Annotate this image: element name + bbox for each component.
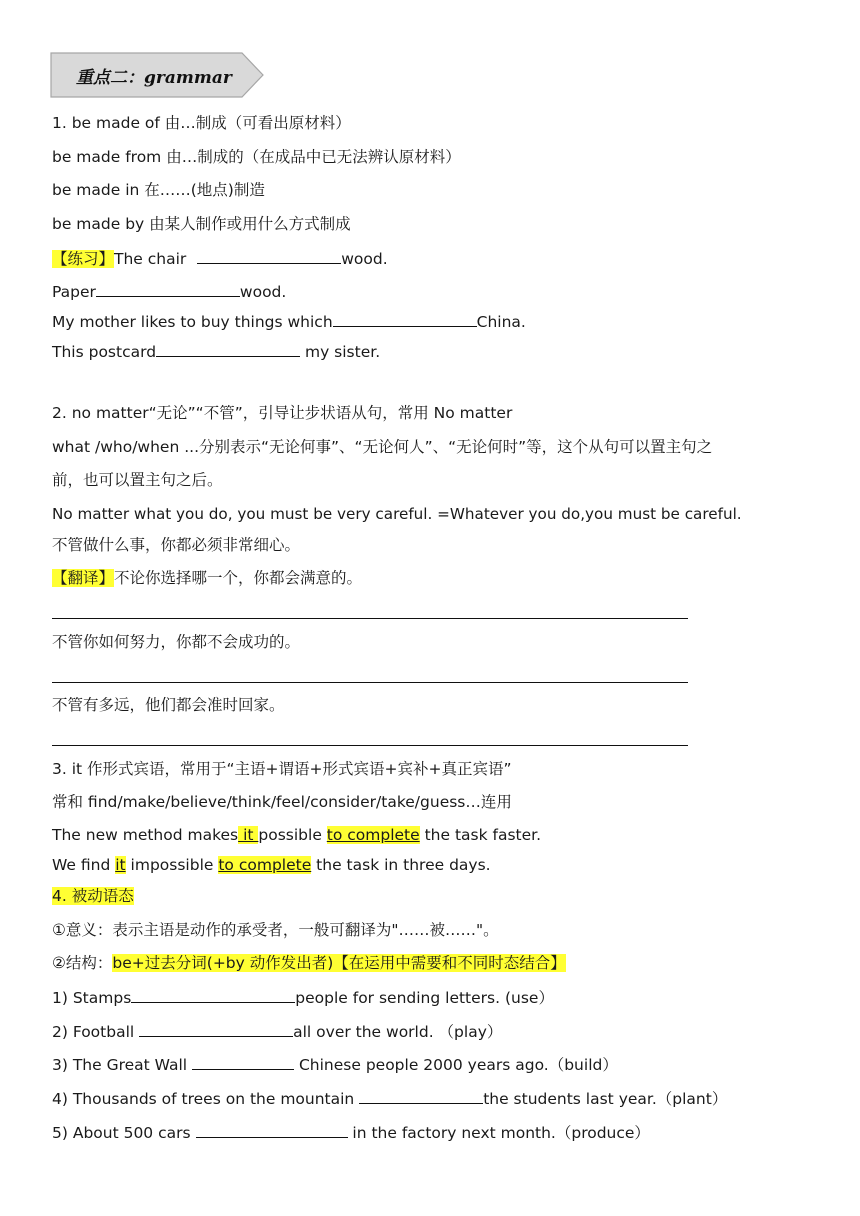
exercise-text: the students last year.（plant） (483, 1090, 728, 1108)
sec1-line4: be made by 由某人制作或用什么方式制成 (52, 215, 351, 233)
exercise-text: 4) Thousands of trees on the mountain (52, 1090, 360, 1108)
sec1-line2: be made from 由…制成的（在成品中已无法辨认原材料） (52, 148, 461, 166)
practice-tag: 【练习】 (52, 250, 115, 268)
translate-1 (52, 567, 362, 589)
answer-blank[interactable] (192, 1053, 294, 1070)
sec4-meaning: ①意义：表示主语是动作的承受者，一般可翻译为"……被……"。 (52, 921, 499, 939)
exercise-text: 3) The Great Wall (52, 1056, 193, 1074)
answer-blank[interactable] (333, 310, 477, 327)
highlight-to-complete: to complete (326, 826, 420, 844)
sec4-title (52, 885, 134, 907)
sec2-example: No matter what you do, you must be very careful. =Whatever you do,you must be careful. (52, 505, 742, 523)
answer-blank[interactable] (156, 340, 300, 357)
practice-3-end: China. (476, 313, 526, 331)
sec1-line1: 1. be made of 由…制成（可看出原材料） (52, 114, 351, 132)
answer-line[interactable] (52, 682, 688, 683)
example-text: possible (258, 826, 327, 844)
structure-formula: be+过去分词(+by 动作发出者)【在运用中需要和不同时态结合】 (112, 954, 566, 972)
sec2-line3: 前，也可以置主句之后。 (52, 471, 223, 489)
sec4-title-text: 4. 被动语态 (52, 887, 134, 905)
sec3-line2: 常和 find/make/believe/think/feel/consider/take/guess…连用 (52, 793, 512, 811)
highlight-it: it (115, 856, 126, 874)
translate-1-text: 不论你选择哪一个，你都会满意的。 (114, 569, 363, 587)
practice-4-end: my sister. (300, 343, 381, 361)
exercise-text: Chinese people 2000 years ago.（build） (294, 1056, 618, 1074)
example-text: The new method makes (52, 826, 239, 844)
sec4-structure (52, 952, 566, 974)
answer-blank[interactable] (196, 1121, 348, 1138)
practice-4 (52, 340, 380, 363)
answer-blank[interactable] (139, 1020, 293, 1037)
exercise-1 (52, 986, 554, 1009)
sec3-line1: 3. it 作形式宾语，常用于“主语+谓语+形式宾语+宾补+真正宾语” (52, 760, 512, 778)
translate-3: 不管有多远，他们都会准时回家。 (52, 696, 285, 714)
banner-title: 重点二：grammar (76, 68, 232, 88)
example-text: the task faster. (419, 826, 542, 844)
section-banner (50, 52, 264, 98)
example-text: We find (52, 856, 116, 874)
highlight-to-complete: to complete (218, 856, 312, 874)
structure-label: ②结构： (52, 954, 113, 972)
highlight-it: it (238, 826, 259, 844)
sec2-example-translation: 不管做什么事，你都必须非常细心。 (52, 536, 301, 554)
exercise-text: 5) About 500 cars (52, 1124, 196, 1142)
answer-line[interactable] (52, 745, 688, 746)
answer-blank[interactable] (96, 280, 240, 297)
sec2-line2: what /who/when ...分别表示“无论何事”、“无论何人”、“无论何时”等，这个从句可以置主句之 (52, 438, 713, 456)
example-text: the task in three days. (311, 856, 491, 874)
exercise-text: people for sending letters. (use） (295, 989, 554, 1007)
practice-2-end: wood. (239, 283, 287, 301)
exercise-text: all over the world. （play） (293, 1023, 503, 1041)
sec2-line1: 2. no matter“无论”“不管”，引导让步状语从句，常用 No matter (52, 404, 513, 422)
exercise-4 (52, 1087, 727, 1110)
practice-1-text: The chair (114, 250, 192, 268)
sec3-example-1 (52, 824, 541, 846)
answer-blank[interactable] (197, 247, 341, 264)
exercise-5 (52, 1121, 650, 1144)
practice-4-text: This postcard (52, 343, 157, 361)
practice-3-text: My mother likes to buy things which (52, 313, 333, 331)
translate-tag: 【翻译】 (52, 569, 115, 587)
answer-blank[interactable] (359, 1087, 483, 1104)
answer-blank[interactable] (131, 986, 295, 1003)
practice-2-text: Paper (52, 283, 96, 301)
exercise-text: in the factory next month.（produce） (347, 1124, 650, 1142)
exercise-text: 1) Stamps (52, 989, 132, 1007)
practice-1-end: wood. (341, 250, 388, 268)
practice-1 (52, 247, 388, 270)
exercise-text: 2) Football (52, 1023, 140, 1041)
exercise-3 (52, 1053, 618, 1076)
answer-line[interactable] (52, 618, 688, 619)
sec1-line3: be made in 在……(地点)制造 (52, 181, 265, 199)
example-text: impossible (125, 856, 219, 874)
sec3-example-2 (52, 854, 491, 876)
practice-3 (52, 310, 526, 333)
exercise-2 (52, 1020, 502, 1043)
practice-2 (52, 280, 286, 303)
translate-2: 不管你如何努力，你都不会成功的。 (52, 633, 301, 651)
